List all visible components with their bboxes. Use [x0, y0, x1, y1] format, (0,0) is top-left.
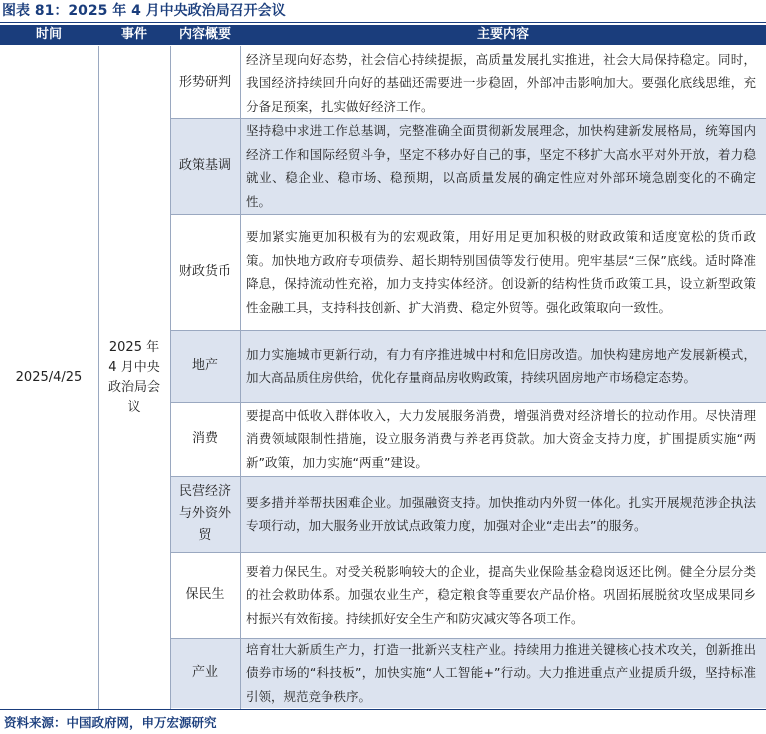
- grid-line: [170, 214, 766, 215]
- bottom-rule: [0, 709, 766, 710]
- row-summary: 形势研判: [178, 75, 231, 90]
- header-event: 事件: [120, 27, 147, 42]
- row-content-wrap: [246, 48, 756, 118]
- row-content: 培育壮大新质生产力，打造一批新兴支柱产业。持续用力推进关键核心技术攻关，创新推出债券市场的“科技板”，加快实施“人工智能+”行动。大力推进重点产业提质升级，坚持标准引领，规范竞争秩序。: [246, 641, 756, 704]
- table-row: [170, 638, 766, 708]
- figure-title: 图表 81：2025 年 4 月中央政治局召开会议: [2, 3, 286, 19]
- row-content: 要着力保民生。对受关税影响较大的企业，提高失业保险基金稳岗返还比例。健全分层分类的社会救助体系。加强农业生产，稳定粮食等重要农产品价格。巩固拓展脱贫攻坚成果同乡村振兴有效衔接。持续抓好安全生产和防灾减灾等各项工作。: [246, 563, 756, 626]
- grid-line: [98, 46, 99, 709]
- time-cell: 2025/4/25: [15, 370, 83, 385]
- grid-line: [170, 330, 766, 331]
- grid-line: [170, 402, 766, 403]
- row-summary: [170, 476, 240, 552]
- row-summary: 财政货币: [178, 264, 231, 279]
- row-content-wrap: [246, 214, 756, 330]
- grid-line: [170, 638, 766, 639]
- event-text: 2025 年 4 月中央政治局会议: [107, 340, 160, 415]
- table-header: [0, 25, 766, 45]
- table-row: [170, 552, 766, 638]
- table-row: [170, 476, 766, 552]
- row-summary: 保民生: [185, 587, 225, 602]
- row-content: 经济呈现向好态势，社会信心持续提振，高质量发展扎实推进，社会大局保持稳定。同时，我国经济持续回升向好的基础还需要进一步稳固，外部冲击影响加大。要强化底线思维，充分备足预案，扎实做好经济工作。: [246, 51, 756, 114]
- grid-line: [170, 552, 766, 553]
- table-row: [170, 330, 766, 402]
- row-content: 坚持稳中求进工作总基调，完整准确全面贯彻新发展理念，加快构建新发展格局，统筹国内经济工作和国际经贸斗争，坚定不移办好自己的事，坚定不移扩大高水平对外开放，着力稳就业、稳企业、稳市场、稳预期，以高质量发展的确定性应对外部环境急剧变化的不确定性。: [246, 123, 756, 209]
- table-row: [170, 214, 766, 330]
- source-note: 资料来源：中国政府网，申万宏源研究: [4, 715, 217, 730]
- table-row: [170, 48, 766, 118]
- grid-line: [170, 46, 171, 709]
- row-content-wrap: [246, 402, 756, 476]
- row-content: 要加紧实施更加积极有为的宏观政策，用好用足更加积极的财政政策和适度宽松的货币政策。加快地方政府专项债券、超长期特别国债等发行使用。兜牢基层“三保”底线。适时降准降息，保持流动性充裕，加力支持实体经济。创设新的结构性货币政策工具，设立新型政策性金融工具，支持科技创新、扩大消费、稳定外贸等。强化政策取向一致性。: [246, 229, 756, 315]
- row-summary: 地产: [191, 358, 218, 373]
- row-content-wrap: [246, 330, 756, 402]
- row-content-wrap: [246, 476, 756, 552]
- row-summary: 政策基调: [178, 158, 231, 173]
- grid-line: [170, 118, 766, 119]
- row-content: 加力实施城市更新行动，有力有序推进城中村和危旧房改造。加快构建房地产发展新模式，加大高品质住房供给，优化存量商品房收购政策，持续巩固房地产市场稳定态势。: [246, 346, 756, 385]
- table-row: [170, 402, 766, 476]
- row-content: 要多措并举帮扶困难企业。加强融资支持。加快推动内外贸一体化。扎实开展规范涉企执法专项行动，加大服务业开放试点政策力度，加强对企业“走出去”的服务。: [246, 494, 756, 533]
- header-content: 主要内容: [476, 27, 529, 42]
- grid-line: [240, 46, 241, 709]
- row-content: 要提高中低收入群体收入，大力发展服务消费，增强消费对经济增长的拉动作用。尽快清理消费领域限制性措施，设立服务消费与养老再贷款。加大资金支持力度，扩围提质实施“两新”政策，加力实施“两重”建设。: [246, 407, 756, 470]
- row-content-wrap: [246, 118, 756, 214]
- row-summary: 消费: [191, 431, 218, 446]
- row-summary-text: 民营经济与外资外贸: [178, 484, 231, 543]
- header-summary: 内容概要: [178, 27, 231, 42]
- table-row: [170, 118, 766, 214]
- title-rule: [0, 22, 766, 23]
- row-content-wrap: [246, 638, 756, 708]
- event-cell: [98, 48, 170, 708]
- header-time: 时间: [35, 27, 62, 42]
- row-content-wrap: [246, 552, 756, 638]
- grid-line: [170, 476, 766, 477]
- row-summary: 产业: [191, 665, 218, 680]
